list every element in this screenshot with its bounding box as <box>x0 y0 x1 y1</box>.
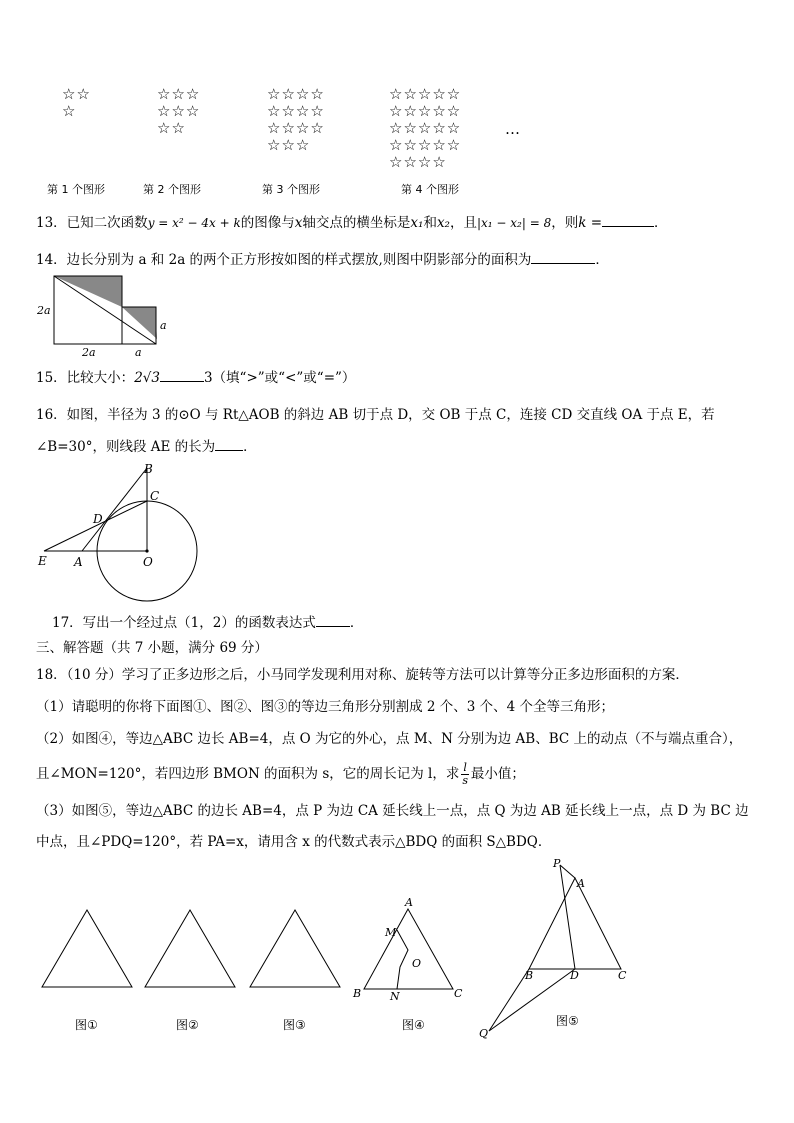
q18-text: 且∠MON=120°，若四边形 BMON 的面积为 s，它的周长记为 l，求 <box>36 766 460 782</box>
answer-blank[interactable] <box>531 249 595 264</box>
shaded-region <box>54 276 122 307</box>
label-right: a <box>160 319 167 332</box>
figure-caption: 第 1 个图形 <box>47 183 105 196</box>
label-a: A <box>405 896 413 909</box>
label-c: C <box>150 489 160 503</box>
label-b: B <box>144 462 153 476</box>
label-c: C <box>618 969 627 982</box>
q13-text: 的图像与 <box>240 215 295 231</box>
star-row: ☆☆☆☆☆ <box>389 85 462 103</box>
figure-caption: 图① <box>75 1018 98 1032</box>
q18-text: 最小值； <box>470 766 525 782</box>
question-14 <box>36 249 609 270</box>
star-row: ☆☆☆☆ <box>267 119 325 137</box>
figure-caption: 图② <box>176 1018 199 1032</box>
star-row: ☆☆☆☆ <box>389 153 447 171</box>
q15-text: 15．比较大小： <box>36 370 135 386</box>
q16-text: ∠B=30°，则线段 AE 的长为 <box>36 439 216 455</box>
triangle-abc <box>529 878 621 969</box>
equilateral-triangle <box>250 910 340 987</box>
star-row: ☆☆☆ <box>157 102 201 120</box>
triangle-figure-5 <box>474 855 634 1045</box>
q13-text: 和 <box>423 215 437 231</box>
path-mon <box>397 930 408 989</box>
triangle-figure-1 <box>40 907 134 989</box>
q17-text: 17．写出一个经过点（1，2）的函数表达式 <box>52 615 316 631</box>
figure-caption: 图③ <box>283 1018 306 1032</box>
label-p: P <box>553 857 561 870</box>
triangle-figure-3 <box>248 907 342 989</box>
label-bottom-right: a <box>135 346 142 358</box>
equilateral-triangle <box>42 910 132 987</box>
answer-blank[interactable] <box>160 367 204 382</box>
star-row: ☆ <box>62 102 77 120</box>
fraction-l-over-s <box>461 762 469 787</box>
label-a: A <box>577 877 585 890</box>
label-o: O <box>412 957 422 970</box>
answer-blank[interactable] <box>215 436 243 451</box>
extension-ap <box>560 865 575 878</box>
star-row: ☆☆☆ <box>267 136 311 154</box>
question-16-line2 <box>36 436 257 457</box>
q13-text: ，且 <box>449 215 477 231</box>
q13-text: 轴交点的横坐标是 <box>302 215 411 231</box>
question-18-part2-line2 <box>36 762 525 787</box>
triangle-figure-2 <box>143 907 237 989</box>
equilateral-triangle <box>145 910 235 987</box>
q14-text: 14．边长分别为 a 和 2a 的两个正方形按如图的样式摆放,则图中阴影部分的面积为 <box>36 252 532 268</box>
label-left: 2a <box>37 304 51 317</box>
question-18-intro: 18．（10 分）学习了正多边形之后，小马同学发现利用对称、旋转等方法可以计算等分正多边形面积的方案． <box>36 667 689 683</box>
star-row: ☆☆☆☆☆ <box>389 102 462 120</box>
q13-text: 13．已知二次函数 <box>36 215 148 231</box>
question-18-part2-line1: （2）如图④，等边△ABC 边长 AB=4，点 O 为它的外心，点 M、N 分别为边 AB、BC 上的动点（不与端点重合）， <box>36 731 743 747</box>
q13-k-expr: k = <box>578 215 603 231</box>
pattern-ellipsis: … <box>505 120 520 138</box>
q16-end: ． <box>243 439 257 455</box>
q13-var: x <box>294 215 303 231</box>
triangle-figure-4 <box>350 893 468 1005</box>
q13-var: x₂ <box>436 215 450 231</box>
figure-caption: 图⑤ <box>556 1014 579 1028</box>
label-e: E <box>38 554 47 568</box>
q13-formula: y = x² − 4x + k <box>147 216 241 230</box>
question-13 <box>36 212 668 233</box>
label-o: O <box>143 555 153 569</box>
fraction-denominator: s <box>462 774 468 787</box>
question-17 <box>52 612 363 633</box>
star-row: ☆☆☆☆ <box>267 85 325 103</box>
q15-expr: 2√3 <box>134 370 160 386</box>
q14-end: ． <box>595 252 609 268</box>
q15-text: 3（填“>”或“<”或“=”） <box>203 370 356 386</box>
fraction-numerator: l <box>463 761 467 774</box>
q13-text: ，则 <box>551 215 579 231</box>
q13-end: ． <box>654 215 668 231</box>
q14-squares-figure <box>34 272 174 358</box>
question-18-part1: （1）请聪明的你将下面图①、图②、图③的等边三角形分别割成 2 个、3 个、4 个全等三角形； <box>36 699 615 715</box>
question-15 <box>36 367 355 388</box>
q13-var: x₁ <box>410 215 424 231</box>
star-row: ☆☆☆☆☆ <box>389 119 462 137</box>
label-n: N <box>390 990 400 1003</box>
answer-blank[interactable] <box>602 212 654 227</box>
question-16-line1: 16．如图，半径为 3 的⊙O 与 Rt△AOB 的斜边 AB 切于点 D，交 OB 于点 C，连接 CD 交直线 OA 于点 E，若 <box>36 407 715 423</box>
label-q: Q <box>479 1027 489 1040</box>
question-18-part3-line2: 中点，且∠PDQ=120°，若 PA=x，请用含 x 的代数式表示△BDQ 的面积 S△BDQ． <box>36 834 552 850</box>
extension-bq <box>489 969 529 1031</box>
question-18-part3-line1: （3）如图⑤，等边△ABC 的边长 AB=4，点 P 为边 CA 延长线上一点，点 Q 为边 AB 延长线上一点，点 D 为 BC 边 <box>36 803 749 819</box>
segment-ab <box>82 468 147 551</box>
figure-caption: 第 2 个图形 <box>143 183 201 196</box>
center-dot <box>145 549 148 552</box>
answer-blank[interactable] <box>316 612 350 627</box>
shaded-region <box>122 307 157 339</box>
label-m: M <box>385 926 397 939</box>
figure-caption: 第 3 个图形 <box>262 183 320 196</box>
label-b: B <box>353 987 362 1000</box>
label-d: D <box>93 512 103 526</box>
segment-pd <box>560 865 575 969</box>
q17-end: ． <box>349 615 364 631</box>
section-heading: 三、解答题（共 7 小题，满分 69 分） <box>36 640 268 656</box>
star-row: ☆☆ <box>62 85 91 103</box>
triangle-abc <box>364 909 453 989</box>
star-row: ☆☆ <box>157 119 186 137</box>
q13-abs-expr: |x₁ − x₂| = 8 <box>476 216 552 230</box>
label-bottom-left: 2a <box>82 346 96 358</box>
star-row: ☆☆☆☆ <box>267 102 325 120</box>
star-row: ☆☆☆ <box>157 85 201 103</box>
label-d: D <box>570 969 579 982</box>
star-row: ☆☆☆☆☆ <box>389 136 462 154</box>
label-a: A <box>74 555 83 569</box>
q16-circle-figure <box>36 460 198 604</box>
figure-caption: 图④ <box>402 1018 425 1032</box>
label-c: C <box>454 987 463 1000</box>
label-b: B <box>525 969 534 982</box>
figure-caption: 第 4 个图形 <box>401 183 459 196</box>
segment-ce <box>44 501 147 551</box>
